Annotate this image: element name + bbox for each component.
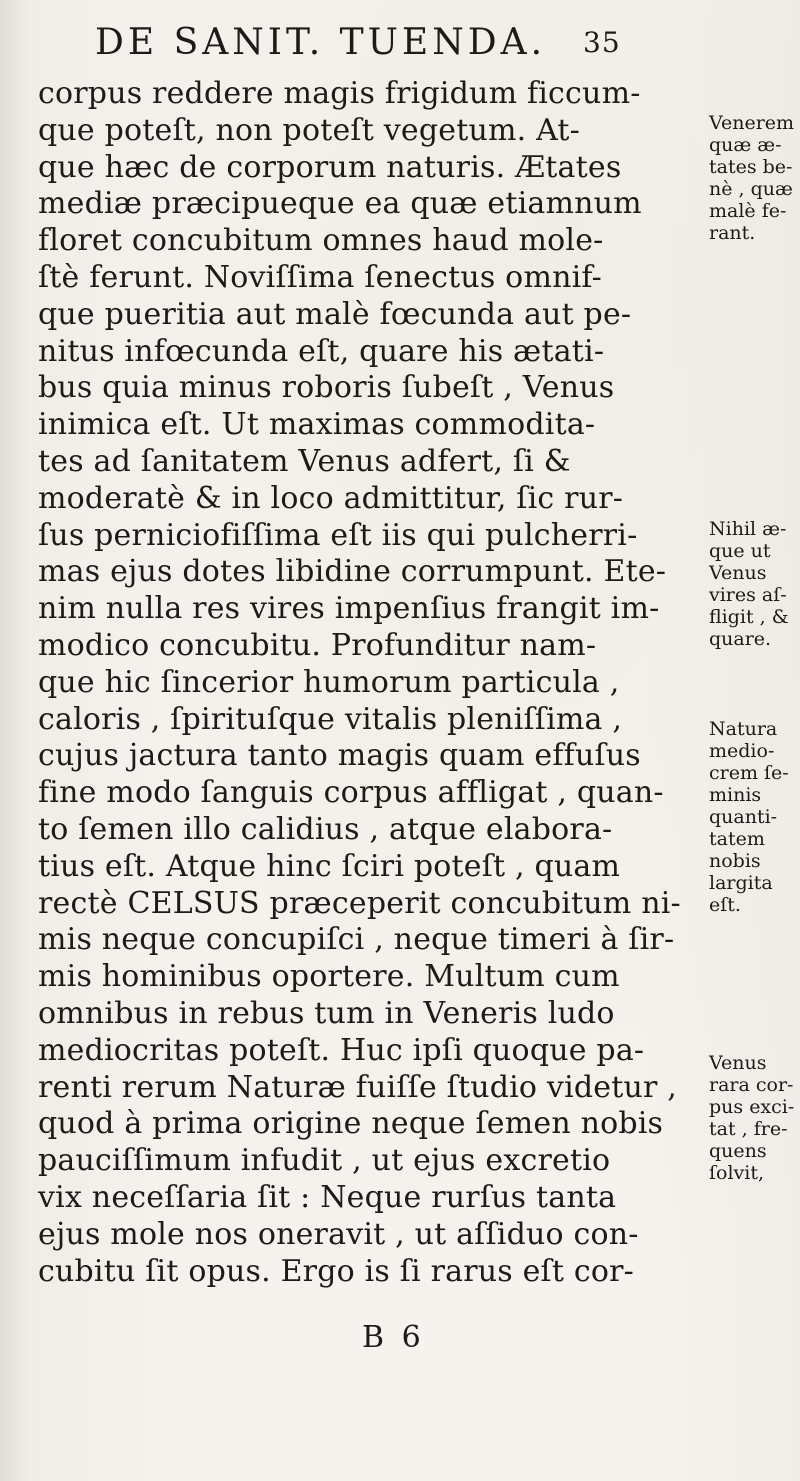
margin-note-line: nè , quæ — [709, 178, 793, 200]
text-line: que hæc de corporum naturis. Ætates — [38, 149, 622, 185]
margin-note-line: quanti- — [709, 806, 778, 828]
margin-note-line: Venerem — [709, 112, 795, 134]
text-line: cubitu ſit opus. Ergo is ſi rarus eſt cor- — [38, 1253, 634, 1289]
text-line: mediæ præcipueque ea quæ etiamnum — [38, 186, 642, 222]
text-line: moderatè & in loco admittitur, ſic rur- — [38, 480, 624, 516]
text-line: nitus infœcunda eſt, quare his ætati- — [38, 333, 605, 369]
page-number: 35 — [583, 26, 621, 59]
margin-note-line: tatem — [709, 828, 765, 850]
text-line: floret concubitum omnes haud mole- — [38, 223, 604, 259]
margin-note-venerem — [709, 112, 799, 244]
margin-note-line: pus exci- — [709, 1096, 795, 1118]
margin-note-line: malè fe- — [709, 200, 787, 222]
text-line: bus quia minus roboris ſubeſt , Venus — [38, 370, 615, 406]
margin-note-line: Natura — [709, 718, 778, 740]
text-line: cujus jactura tanto magis quam effuſus — [38, 738, 641, 774]
text-line: caloris , ſpirituſque vitalis pleniſſima , — [38, 701, 623, 737]
margin-note-line: crem ſe- — [709, 762, 789, 784]
margin-note-line: eſt. — [709, 894, 741, 916]
margin-note-line: minis — [709, 784, 762, 806]
text-line: quod à prima origine neque ſemen nobis — [38, 1106, 664, 1142]
text-line: tes ad ſanitatem Venus adfert, ſi & — [38, 443, 571, 479]
text-line: vix neceſſaria ſit : Neque rurſus tanta — [38, 1179, 617, 1215]
margin-note-line: tates be- — [709, 156, 793, 178]
margin-note-natura — [709, 718, 799, 916]
text-line: mas ejus dotes libidine corrumpunt. Ete- — [38, 554, 667, 590]
main-text-column — [38, 76, 706, 1290]
margin-note-line: Nihil æ- — [709, 518, 787, 540]
margin-note-line: Venus — [709, 562, 767, 584]
text-line: ejus mole nos oneravit , ut aſſiduo con- — [38, 1216, 639, 1252]
catchword: B 6 — [362, 1320, 425, 1355]
text-line: mediocritas poteſt. Huc ipſi quoque pa- — [38, 1032, 645, 1068]
margin-note-line: nobis — [709, 850, 761, 872]
text-line: mis neque concupiſci , neque timeri à ſir- — [38, 922, 675, 958]
margin-note-line: Venus — [709, 1052, 767, 1074]
margin-note-line: quare. — [709, 628, 772, 650]
text-line: que pueritia aut malè fœcunda aut pe- — [38, 296, 632, 332]
margin-note-line: vires aſ- — [709, 584, 787, 606]
margin-note-line: quens — [709, 1140, 767, 1162]
margin-note-line: ſolvit, — [709, 1162, 765, 1184]
text-line: omnibus in rebus tum in Veneris ludo — [38, 995, 615, 1031]
text-line: mis hominibus oportere. Multum cum — [38, 959, 620, 995]
margin-note-nihil — [709, 518, 799, 650]
text-line: corpus reddere magis frigidum ficcum- — [38, 76, 641, 111]
text-line: rectè CELSUS præceperit concubitum ni- — [38, 885, 681, 921]
text-line: ſus perniciofiſſima eſt iis qui pulcherri- — [38, 517, 638, 553]
text-line: que poteſt, non poteſt vegetum. At- — [38, 112, 581, 148]
page-fold-shadow — [0, 0, 30, 1481]
margin-note-line: tat , fre- — [709, 1118, 788, 1140]
text-line: modico concubitu. Profunditur nam- — [38, 627, 597, 663]
text-line: tius eſt. Atque hinc ſciri poteſt , quam — [38, 848, 621, 884]
text-line: que hic ſincerior humorum particula , — [38, 664, 620, 700]
text-line: inimica eſt. Ut maximas commodita- — [38, 407, 596, 443]
text-line: pauciſſimum infudit , ut ejus excretio — [38, 1143, 611, 1179]
text-line: fine modo ſanguis corpus affligat , quan- — [38, 775, 664, 811]
margin-note-line: quæ æ- — [709, 134, 782, 156]
text-line: renti rerum Naturæ fuiſſe ſtudio videtur , — [38, 1069, 678, 1105]
text-line: to ſemen illo calidius , atque elabora- — [38, 811, 613, 847]
margin-note-line: rant. — [709, 222, 756, 244]
margin-note-line: que ut — [709, 540, 771, 562]
margin-note-line: rara cor- — [709, 1074, 794, 1096]
margin-note-line: largita — [709, 872, 773, 894]
header-title: DE SANIT. TUENDA. — [95, 22, 547, 63]
text-line: nim nulla res vires impenſius frangit im- — [38, 591, 660, 627]
running-header — [95, 22, 621, 63]
text-line: ſtè ferunt. Noviſſima ſenectus omnif- — [38, 259, 602, 295]
margin-note-line: medio- — [709, 740, 775, 762]
margin-note-line: fligit , & — [709, 606, 789, 628]
margin-note-venus — [709, 1052, 799, 1184]
